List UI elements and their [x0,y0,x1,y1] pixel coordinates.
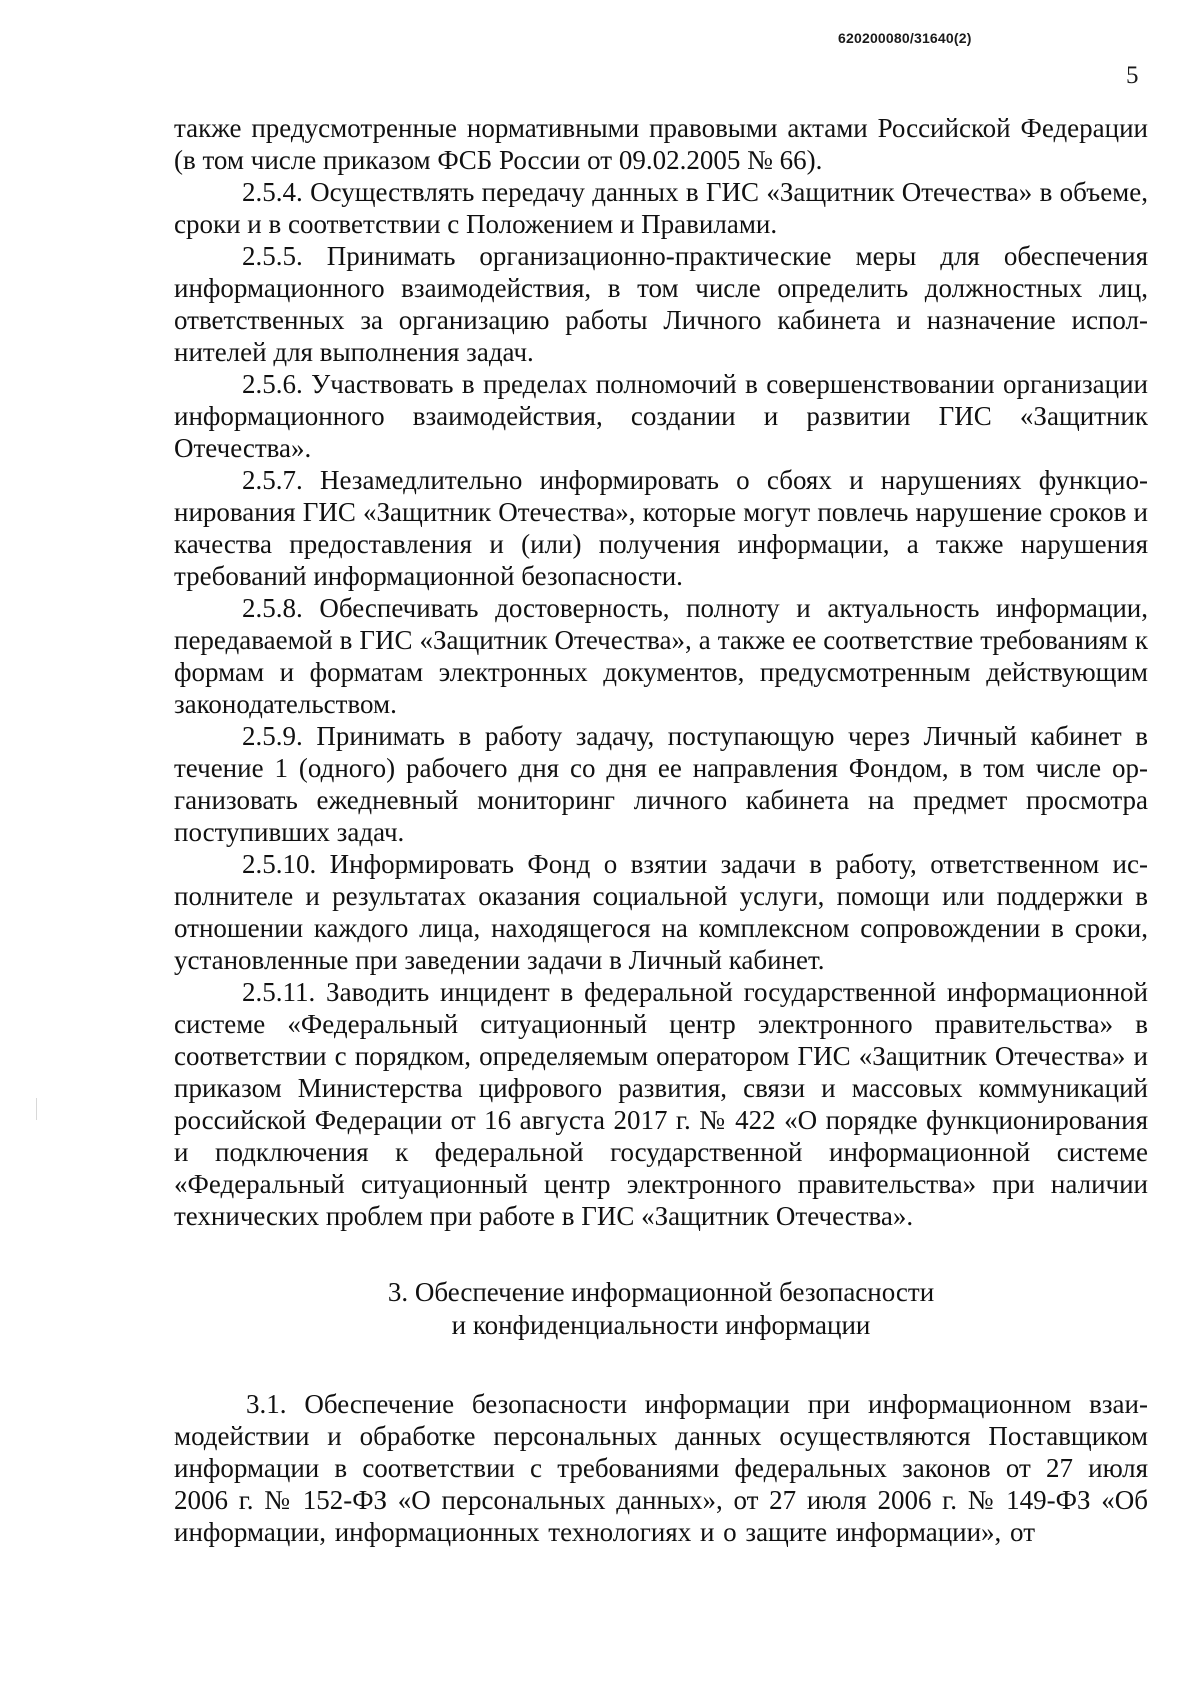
page-number: 5 [1126,62,1139,89]
paragraph-continuation: также предусмотренные нормативными правовыми актами Российской Федерации (в том числе приказом ФСБ России от 09.02.2005 № 66). [174,113,1148,175]
paragraph-2-5-7: 2.5.7. Незамедлительно информировать о сбоях и нарушениях функционирования ГИС «Защитник Отечества», которые могут повлечь нарушение сроков и качества предоставления и (или) получения информации, а также нарушения требований информационной безопасности. [174,465,1148,591]
section-heading-line-2: и конфиденциальности информации [451,1310,871,1340]
paragraph-2-5-11: 2.5.11. Заводить инцидент в федеральной государственной информационной системе «Федеральный ситуационный центр электронного правительства» в соответствии с порядком, определяемым оператором ГИС «Защитник Отечества» и приказом Министерства цифрового развития, связи и массовых коммуникаций российской Федерации от 16 августа 2017 г. № 422 «О порядке функционирования и подключения к федеральной государственной информационной системе «Федеральный ситуационный центр электронного правительства» при наличии технических проблем при работе в ГИС «Защитник Отечества». [174,977,1148,1231]
paragraph-2-5-9: 2.5.9. Принимать в работу задачу, поступающую через Личный кабинет в течение 1 (одного) рабочего дня со дня ее направления Фондом, в том числе организовать ежедневный мониторинг личного кабинета на предмет просмотра поступивших задач. [174,721,1148,847]
paragraph-2-5-4: 2.5.4. Осуществлять передачу данных в ГИС «Защитник Отечества» в объеме, сроки и в соответствии с Положением и Правилами. [174,177,1148,239]
paragraph-2-5-6: 2.5.6. Участвовать в пределах полномочий в совершенствовании организации информационного взаимодействия, создании и развитии ГИС «Защитник Отечества». [174,369,1148,463]
paragraph-2-5-10: 2.5.10. Информировать Фонд о взятии задачи в работу, ответственном исполнителе и результатах оказания социальной услуги, помощи или поддержки в отношении каждого лица, находящегося на комплексном сопровождении в сроки, установленные при заведении задачи в Личный кабинет. [174,849,1148,975]
paragraph-2-5-8: 2.5.8. Обеспечивать достоверность, полноту и актуальность информации, передаваемой в ГИС «Защитник Отечества», а также ее соответствие требованиям к формам и форматам электронных документов, предусмотренным действующим законодательством. [174,593,1148,719]
margin-mark [36,1098,37,1120]
document-body [174,112,1148,1548]
section-heading-line-1: 3. Обеспечение информационной безопасности [387,1277,935,1307]
paragraph-3-1: 3.1. Обеспечение безопасности информации при информационном взаимодействии и обработке персональных данных осуществляются Поставщиком информации в соответствии с требованиями федеральных законов от 27 июля 2006 г. № 152-ФЗ «О персональных данных», от 27 июля 2006 г. № 149-ФЗ «Об информации, информационных технологиях и о защите информации», от [174,1389,1148,1547]
document-code: 620200080/31640(2) [838,30,972,46]
paragraph-2-5-5: 2.5.5. Принимать организационно-практические меры для обеспечения информационного взаимодействия, в том числе определить должностных лиц, ответственных за организацию работы Личного кабинета и назначение исполнителей для выполнения задач. [174,241,1148,367]
section-heading [174,1276,1148,1342]
